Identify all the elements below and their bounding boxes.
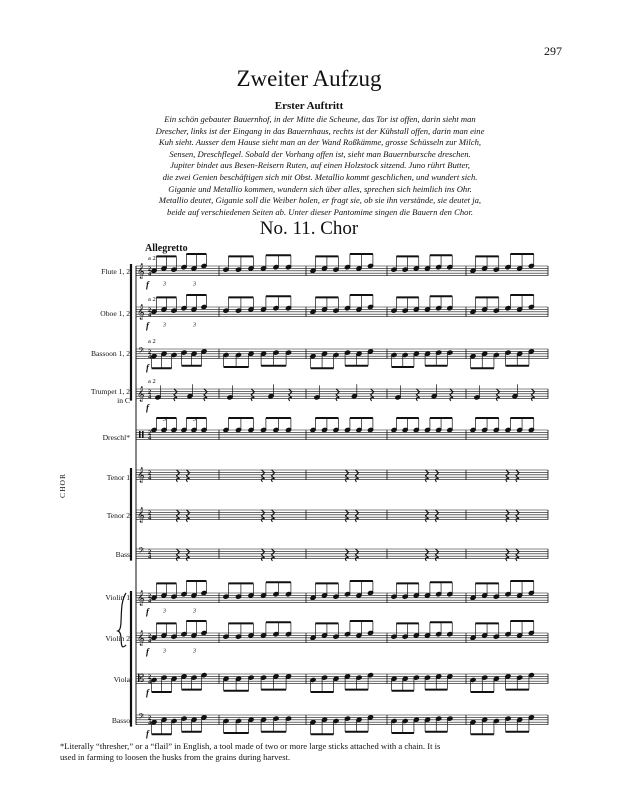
quarter-rest xyxy=(516,510,519,522)
alto-clef-icon: 𝄡 xyxy=(138,673,145,685)
dynamic-forte: f xyxy=(146,320,149,331)
triplet-marking: 3 xyxy=(193,648,196,655)
eighth-rest xyxy=(336,389,339,401)
quarter-rest xyxy=(506,470,509,482)
quarter-rest xyxy=(271,510,274,522)
quarter-rest xyxy=(355,510,358,522)
instrument-label-text: Violin 1 xyxy=(105,593,130,602)
eighth-rest xyxy=(174,389,177,401)
time-signature-bottom: 4 xyxy=(148,514,152,522)
triplet-marking: 3 xyxy=(193,322,196,329)
time-signature-bottom: 4 xyxy=(148,553,152,561)
footnote xyxy=(60,741,560,763)
quarter-rest xyxy=(186,470,189,482)
instrument-label-text: Flute 1, 2 xyxy=(101,267,130,276)
treble-clef-icon: 𝄞 xyxy=(137,304,145,319)
piece-title: No. 11. Chor xyxy=(259,218,359,239)
quarter-rest xyxy=(435,510,438,522)
triplet-marking: 3 xyxy=(163,608,166,615)
quarter-rest xyxy=(516,549,519,561)
stage-direction-line: Metallio deutet, Giganie soll die Weiber holen, er fragt sie, ob sie ihn verstände, sie deutet ja, xyxy=(158,195,482,206)
instrument-label-text: Basso xyxy=(111,716,130,725)
eighth-rest xyxy=(496,389,499,401)
instrument-label-text: Viola xyxy=(113,675,130,684)
dynamic-forte: f xyxy=(146,646,149,657)
quarter-rest xyxy=(425,510,428,522)
quarter-rest xyxy=(176,549,179,561)
quarter-rest xyxy=(435,470,438,482)
time-signature-bottom: 4 xyxy=(148,678,152,686)
dynamic-forte: f xyxy=(146,279,149,290)
time-signature-top: 2 xyxy=(148,632,152,640)
triplet-marking: 3 xyxy=(193,417,196,423)
bass-clef-icon: 𝄢 xyxy=(138,713,145,724)
page-number: 297 xyxy=(544,44,562,58)
time-signature-bottom: 4 xyxy=(148,393,152,401)
quarter-rest xyxy=(261,549,264,561)
quarter-rest xyxy=(261,470,264,482)
choir-group-label: CHOR xyxy=(58,472,67,498)
violin-brace xyxy=(118,593,126,647)
instrument-label-text: Dreschl* xyxy=(102,433,130,442)
treble-clef-icon: 𝄞 xyxy=(137,386,145,401)
treble-clef-icon: 𝄞 xyxy=(137,507,145,522)
time-signature-bottom: 4 xyxy=(148,311,152,319)
time-signature-top: 2 xyxy=(148,348,152,356)
time-signature-top: 2 xyxy=(148,429,152,437)
stage-direction-line: Drescher, links ist der Eingang in das Bauernhaus, rechts ist der Kühstall offen, darin man eine xyxy=(155,125,485,136)
dynamic-forte: f xyxy=(146,728,149,739)
time-signature-top: 2 xyxy=(148,592,152,600)
eighth-rest xyxy=(251,389,254,401)
footnote-line: *Literally “thresher,” or a “flail” in English, a tool made of two or more large sticks attached with a chain. It is xyxy=(60,741,441,751)
a-due-marking: a 2 xyxy=(148,378,156,385)
time-signature-bottom: 4 xyxy=(148,434,152,442)
time-signature-top: 2 xyxy=(148,548,152,556)
quarter-rest xyxy=(186,549,189,561)
dynamic-forte: f xyxy=(146,362,149,373)
quarter-rest xyxy=(345,549,348,561)
triplet-marking: 3 xyxy=(193,281,196,288)
quarter-rest xyxy=(186,510,189,522)
instrument-label-text: Tenor 2 xyxy=(106,511,130,520)
triplet-marking: 3 xyxy=(193,608,196,615)
instrument-label-text: Tenor 1 xyxy=(106,473,130,482)
time-signature-bottom: 4 xyxy=(148,719,152,727)
percussion-clef-icon xyxy=(142,431,144,438)
time-signature-top: 2 xyxy=(148,714,152,722)
footnote-line: used in farming to loosen the husks from the grains during harvest. xyxy=(60,752,291,762)
instrument-label-text: Oboe 1, 2 xyxy=(100,309,130,318)
instrument-label-text: Bass xyxy=(115,550,130,559)
time-signature-top: 2 xyxy=(148,388,152,396)
treble-clef-icon: 𝄞 xyxy=(137,590,145,605)
dynamic-forte: f xyxy=(146,402,149,413)
quarter-rest xyxy=(516,470,519,482)
instrument-label-text: Bassoon 1, 2 xyxy=(90,349,130,358)
time-signature-bottom: 4 xyxy=(148,637,152,645)
treble-clef-icon: 𝄞 xyxy=(137,263,145,278)
a-due-marking: a 2 xyxy=(148,255,156,262)
eighth-rest xyxy=(416,389,419,401)
stage-direction-line: Giganie und Metallio kommen, wundern sich über alles, sprechen sich heimlich ins Ohr. xyxy=(168,183,472,194)
quarter-rest xyxy=(271,470,274,482)
quarter-rest xyxy=(506,510,509,522)
time-signature-top: 2 xyxy=(148,306,152,314)
quarter-rest xyxy=(271,549,274,561)
act-title: Zweiter Aufzug xyxy=(236,66,382,91)
a-due-marking: a 2 xyxy=(148,296,156,303)
dynamic-forte: f xyxy=(146,606,149,617)
time-signature-top: 2 xyxy=(148,469,152,477)
eighth-rest xyxy=(450,389,453,401)
scene-title: Erster Auftritt xyxy=(274,100,344,112)
time-signature-bottom: 4 xyxy=(148,270,152,278)
time-signature-bottom: 4 xyxy=(148,353,152,361)
stage-direction-line: die zwei Genien beschäftigen sich mit Obst. Metallio kommt geschlichen, und wundert sich. xyxy=(162,171,478,182)
eighth-rest xyxy=(371,389,374,401)
stage-direction-line: beide auf verschiedenen Seiten ab. Unter dieser Pantomime singen die Bauern den Chor. xyxy=(167,206,473,217)
quarter-rest xyxy=(261,510,264,522)
stage-direction-line: Kuh sieht. Ausser dem Hause sieht man an der Wand Roßkämme, grosse Schüsseln zur Milch, xyxy=(158,137,482,148)
quarter-rest xyxy=(425,549,428,561)
quarter-rest xyxy=(355,549,358,561)
quarter-rest xyxy=(425,470,428,482)
percussion-clef-icon xyxy=(139,431,141,438)
quarter-rest xyxy=(176,470,179,482)
instrument-label-text: Trumpet 1, 2 in C xyxy=(90,387,130,405)
tempo-marking: Allegretto xyxy=(145,243,188,254)
triplet-marking: 3 xyxy=(163,648,166,655)
time-signature-bottom: 4 xyxy=(148,597,152,605)
time-signature-top: 2 xyxy=(148,673,152,681)
time-signature-top: 2 xyxy=(148,265,152,273)
quarter-rest xyxy=(435,549,438,561)
triplet-marking: 3 xyxy=(163,322,166,329)
quarter-rest xyxy=(506,549,509,561)
eighth-rest xyxy=(531,389,534,401)
quarter-rest xyxy=(176,510,179,522)
eighth-rest xyxy=(204,389,207,401)
stage-direction-line: Sensen, Dreschflegel. Sobald der Vorhang offen ist, sieht man Bauernbursche dreschen. xyxy=(169,148,471,159)
eighth-rest xyxy=(289,389,292,401)
a-due-marking: a 2 xyxy=(148,338,156,345)
stage-direction-line: Ein schön gebauter Bauernhof, in der Mitte die Scheune, das Tor ist offen, darin sieht man xyxy=(164,114,476,124)
treble-clef-icon: 𝄞 xyxy=(137,630,145,645)
bass-clef-icon: 𝄢 xyxy=(138,547,145,558)
triplet-marking: 3 xyxy=(163,281,166,288)
time-signature-bottom: 4 xyxy=(148,474,152,482)
dynamic-forte: f xyxy=(146,687,149,698)
quarter-rest xyxy=(355,470,358,482)
time-signature-top: 2 xyxy=(148,509,152,517)
triplet-marking: 3 xyxy=(163,417,166,423)
instrument-label-text: Violin 2 xyxy=(105,634,130,643)
quarter-rest xyxy=(345,510,348,522)
stage-direction-line: Jupiter bindet aus Besen-Reisern Ruten, auf einen Holzstock sitzend. Juno rührt Butter, xyxy=(170,160,470,171)
treble-clef-icon: 𝄞 xyxy=(137,467,145,482)
quarter-rest xyxy=(345,470,348,482)
bass-clef-icon: 𝄢 xyxy=(138,347,145,358)
